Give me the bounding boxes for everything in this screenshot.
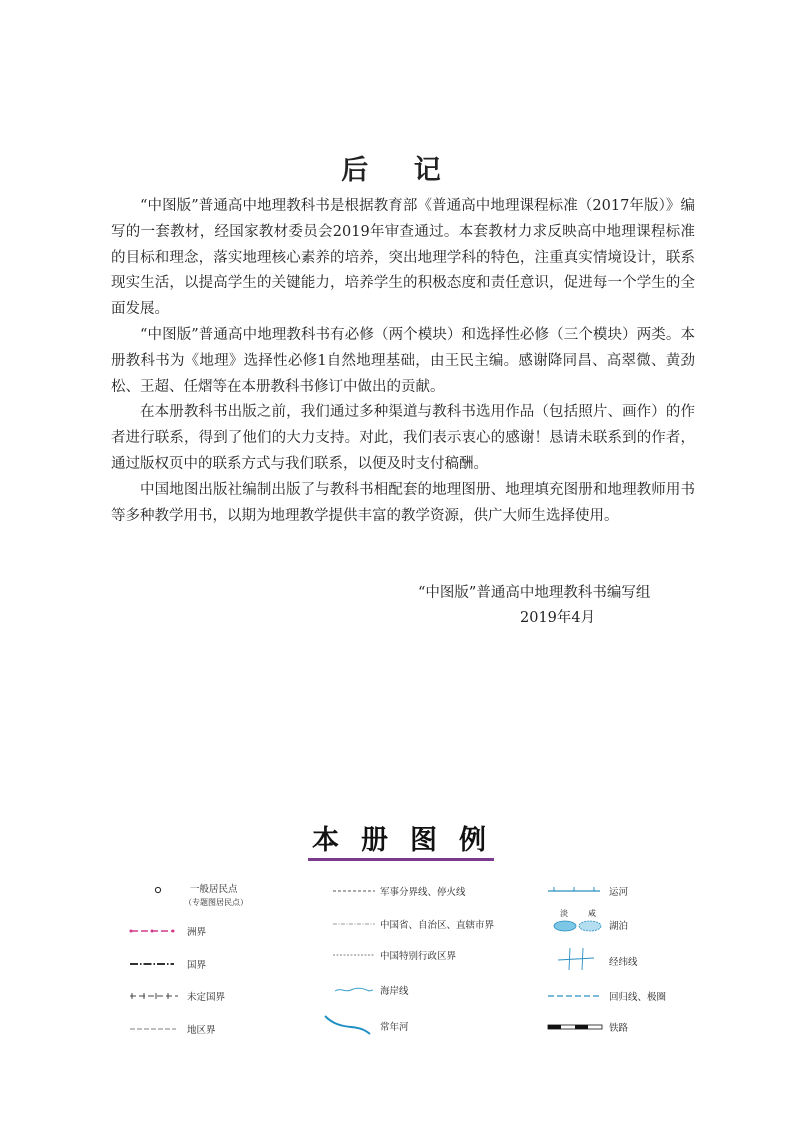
graticule-symbol-icon <box>556 946 596 972</box>
legend-label-sar-boundary: 中国特别行政区界 <box>380 951 457 962</box>
legend-item-settlement <box>140 880 280 914</box>
legend-label-regional-boundary: 地区界 <box>187 1025 216 1036</box>
legend-sublabel-settlement: （专题图居民点） <box>184 898 248 907</box>
sar-boundary-symbol-icon <box>333 944 375 966</box>
legend-title: 本册图例 <box>312 825 508 856</box>
legend-item-continent-boundary <box>130 920 270 942</box>
canal-symbol-icon <box>548 880 600 902</box>
settlement-symbol-icon <box>153 880 165 902</box>
legend-label-perennial-river: 常年河 <box>380 1022 409 1033</box>
lake-fresh-label: 淡 <box>560 909 568 918</box>
afterword-paragraph-1: “中图版”普通高中地理教科书是根据教育部《普通高中地理课程标准（2017年版）》编写的一套教材，经国家教材委员会2019年审查通过。本套教材力求反映高中地理课程标准的目标和理念，落实地理核心素养的培养，突出地理学科的特色，注重真实情境设计，联系现实生活，以提高学生的关键能力，培养学生的积极态度和责任意识，促进每一个学生的全面发展。 <box>111 198 695 318</box>
legend-item-sar-boundary <box>333 944 533 966</box>
undetermined-boundary-symbol-icon <box>130 985 178 1007</box>
tropic-polar-symbol-icon <box>548 985 602 1007</box>
legend-label-undetermined-boundary: 未定国界 <box>187 992 226 1003</box>
afterword-paragraph-2: “中图版”普通高中地理教科书有必修（两个模块）和选择性必修（三个模块）两类。本册教科书为《地理》选择性必修1自然地理基础，由王民主编。感谢降同昌、高翠微、黄劲松、王超、任熠等在本册教科书修订中做出的贡献。 <box>111 326 695 395</box>
legend-item-railway <box>548 1016 688 1038</box>
legend-item-national-boundary <box>130 953 270 975</box>
legend-label-continent-boundary: 洲界 <box>187 927 207 938</box>
legend-item-coastline <box>333 979 533 1001</box>
regional-boundary-symbol-icon <box>130 1018 176 1040</box>
legend-item-provincial-boundary <box>333 913 533 935</box>
afterword-paragraph-3: 在本册教科书出版之前，我们通过多种渠道与教科书选用作品（包括照片、画作）的作者进行联系，得到了他们的大力支持。对此，我们表示衷心的感谢！恳请未联系到的作者，通过版权页中的联系方式与我们联系，以便及时支付稿酬。 <box>111 404 695 472</box>
afterword-title: 后 记 <box>341 155 459 186</box>
legend-item-undetermined-boundary <box>130 985 270 1007</box>
coastline-symbol-icon <box>333 979 375 1001</box>
legend-item-perennial-river <box>323 1012 523 1038</box>
legend-label-settlement: 一般居民点 <box>190 884 238 895</box>
legend-item-lake <box>548 906 688 938</box>
railway-symbol-icon <box>548 1016 602 1038</box>
afterword-paragraph-4: 中国地图出版社编制出版了与教科书相配套的地理图册、地理填充图册和地理教师用书等多种教学用书，以期为地理教学提供丰富的教学资源，供广大师生选择使用。 <box>111 481 695 524</box>
legend-title-underline <box>308 858 494 861</box>
signature: “中图版”普通高中地理教科书编写组 <box>418 585 651 601</box>
legend-item-military-line <box>333 880 533 902</box>
legend <box>0 870 800 1040</box>
lake-symbol-icon <box>552 918 604 934</box>
lake-salt-label: 咸 <box>588 909 596 918</box>
national-boundary-symbol-icon <box>130 953 174 975</box>
continent-boundary-symbol-icon <box>130 920 174 942</box>
legend-label-tropic-polar: 回归线、极圈 <box>609 992 667 1003</box>
signature-date: 2019年4月 <box>520 610 596 626</box>
legend-label-provincial-boundary: 中国省、自治区、直辖市界 <box>380 920 495 931</box>
military-line-symbol-icon <box>333 880 375 902</box>
legend-label-graticule: 经纬线 <box>609 957 638 968</box>
legend-item-regional-boundary <box>130 1018 270 1040</box>
legend-label-national-boundary: 国界 <box>187 960 207 971</box>
legend-label-canal: 运河 <box>609 887 629 898</box>
legend-item-tropic-polar <box>548 985 708 1007</box>
legend-label-railway: 铁路 <box>609 1023 629 1034</box>
legend-item-graticule <box>548 946 688 972</box>
legend-label-lake: 湖泊 <box>609 921 629 932</box>
afterword-body <box>111 194 695 529</box>
provincial-boundary-symbol-icon <box>333 913 375 935</box>
legend-label-military-line: 军事分界线、停火线 <box>380 887 466 898</box>
legend-item-canal <box>548 880 688 902</box>
perennial-river-symbol-icon <box>323 1012 371 1038</box>
legend-label-coastline: 海岸线 <box>380 986 409 997</box>
